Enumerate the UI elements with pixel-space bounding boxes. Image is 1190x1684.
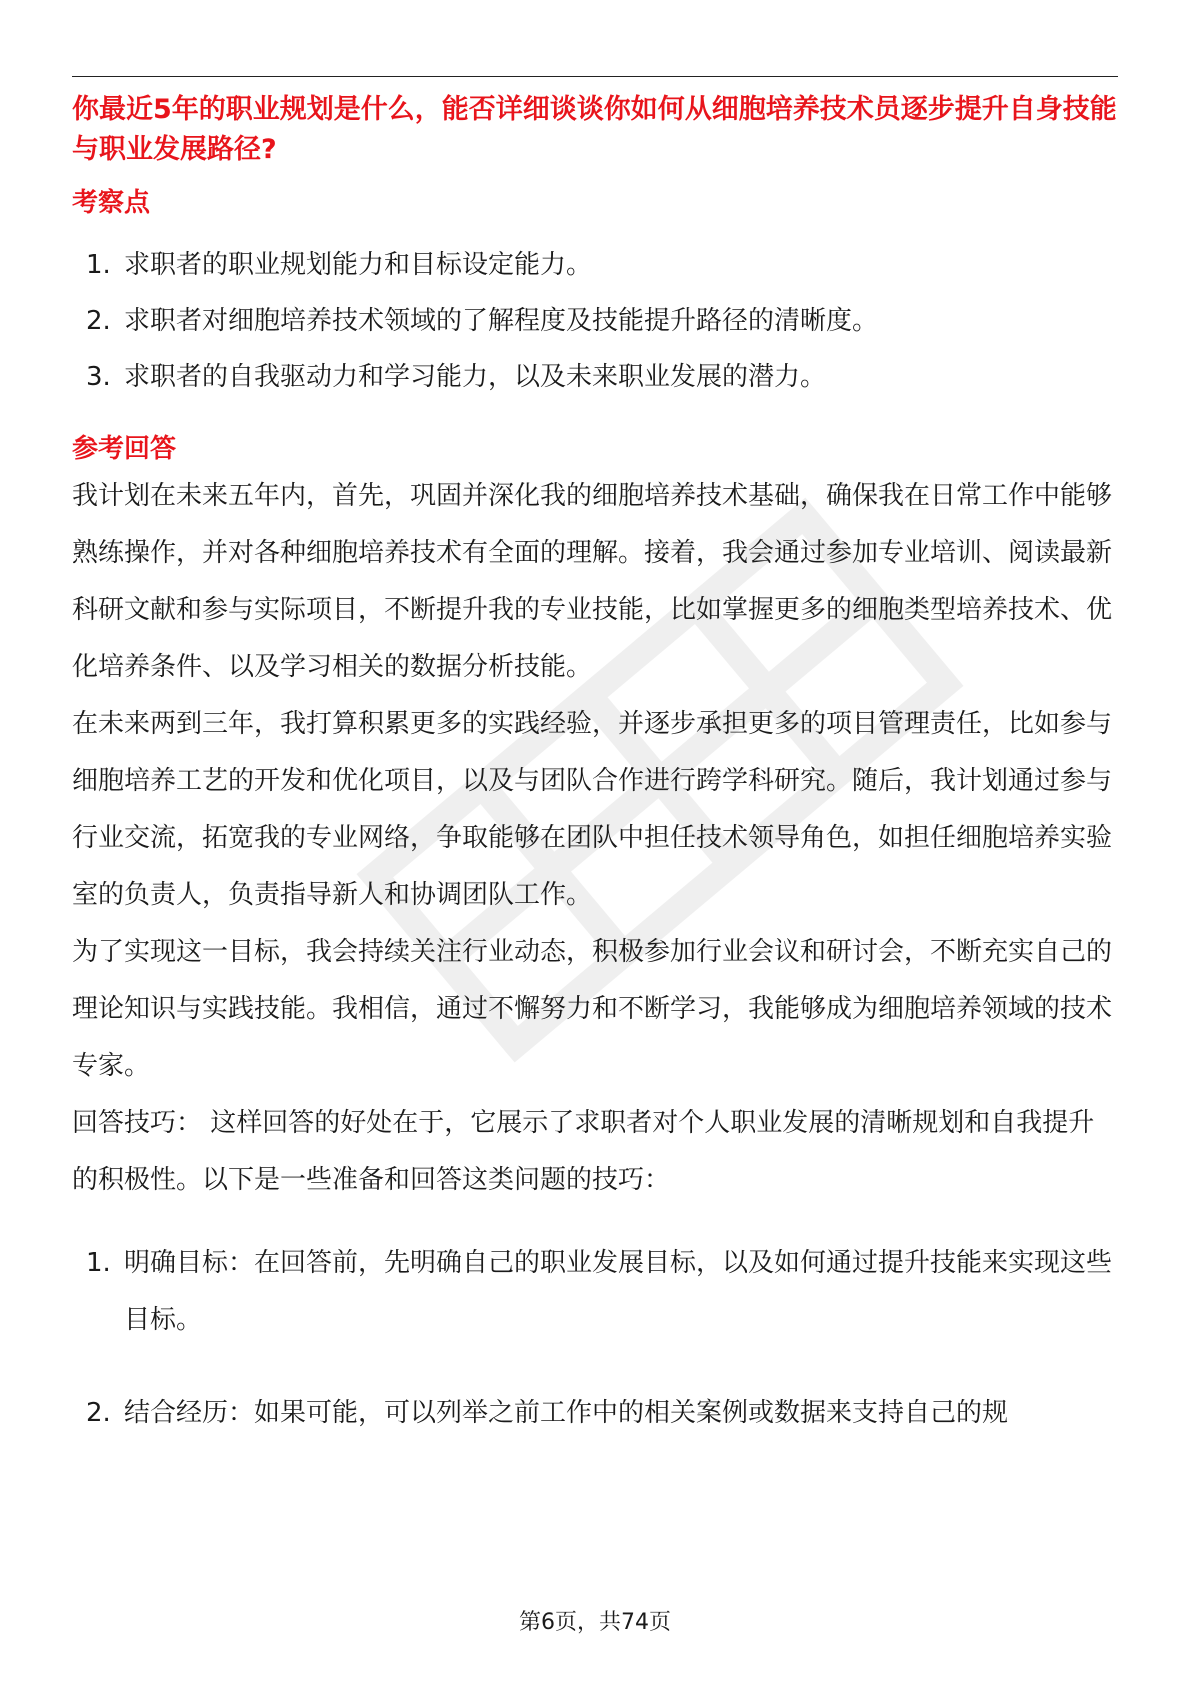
list-item [72,1235,1118,1349]
list-number: 1. [86,250,111,280]
examination-points-title: 考察点 [72,188,151,218]
list-text: 结合经历：如果可能，可以列举之前工作中的相关案例或数据来支持自己的规 [124,1398,1009,1428]
list-number: 2. [86,1398,111,1428]
list-item [72,246,1118,284]
question-heading: 你最近5年的职业规划是什么，能否详细谈谈你如何从细胞培养技术员逐步提升自身技能与职业发展路径? [72,94,1117,165]
list-item [72,1385,1118,1442]
list-text: 求职者的自我驱动力和学习能力，以及未来职业发展的潜力。 [124,362,827,392]
list-number: 3. [86,362,111,392]
answer-paragraph: 为了实现这一目标，我会持续关注行业动态，积极参加行业会议和研讨会，不断充实自己的理论知识与实践技能。我相信，通过不懈努力和不断学习，我能够成为细胞培养领域的技术专家。 [72,937,1113,1081]
tips-list [72,1235,1118,1442]
list-number: 1. [86,1248,111,1278]
document-body [72,90,1118,1478]
list-text: 明确目标：在回答前，先明确自己的职业发展目标，以及如何通过提升技能来实现这些目标。 [124,1248,1113,1335]
list-text: 求职者的职业规划能力和目标设定能力。 [124,250,593,280]
top-divider [72,76,1118,77]
answer-tips-intro: 回答技巧： 这样回答的好处在于，它展示了求职者对个人职业发展的清晰规划和自我提升的积极性。以下是一些准备和回答这类问题的技巧： [72,1108,1095,1195]
examination-points-list [72,246,1118,396]
page-footer: 第6页，共74页 [519,1610,671,1635]
list-item [72,302,1118,340]
list-item [72,358,1118,396]
answer-paragraph: 我计划在未来五年内，首先，巩固并深化我的细胞培养技术基础，确保我在日常工作中能够熟练操作，并对各种细胞培养技术有全面的理解。接着，我会通过参加专业培训、阅读最新科研文献和参与实际项目，不断提升我的专业技能，比如掌握更多的细胞类型培养技术、优化培养条件、以及学习相关的数据分析技能。 [72,481,1113,682]
answer-paragraph: 在未来两到三年，我打算积累更多的实践经验，并逐步承担更多的项目管理责任，比如参与细胞培养工艺的开发和优化项目，以及与团队合作进行跨学科研究。随后，我计划通过参与行业交流，拓宽我的专业网络，争取能够在团队中担任技术领导角色，如担任细胞培养实验室的负责人，负责指导新人和协调团队工作。 [72,709,1113,910]
reference-answer-title: 参考回答 [72,434,177,464]
list-text: 求职者对细胞培养技术领域的了解程度及技能提升路径的清晰度。 [124,306,879,336]
list-number: 2. [86,306,111,336]
